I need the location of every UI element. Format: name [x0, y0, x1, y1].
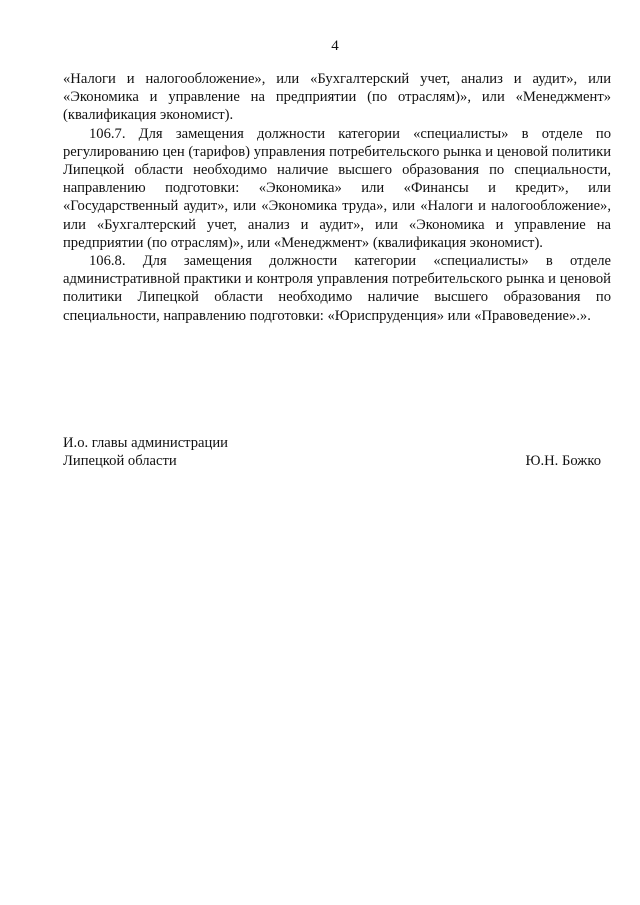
paragraph-106-7: 106.7. Для замещения должности категории «специалисты» в отделе по регулированию цен (тарифов) управления потребительского рынка и ценовой политики Липецкой области необходимо наличие высшего образования по специальности, направлению подготовки: «Экономика» или «Финансы и кредит», или «Государственный аудит», или «Экономика труда», или «Налоги и налогообложение», или «Бухгалтерский учет, анализ и аудит», или «Экономика и управление на предприятии (по отраслям)», или «Менеджмент» (квалификация экономист). — [63, 125, 611, 251]
signature-block — [63, 434, 601, 470]
paragraph-106-8: 106.8. Для замещения должности категории «специалисты» в отделе административной практики и контроля управления потребительского рынка и ценовой политики Липецкой области необходимо наличие высшего образования по специальности, направлению подготовки: «Юриспруденция» или «Правоведение».». — [63, 253, 611, 324]
signatory-position-line2: Липецкой области — [63, 453, 177, 470]
signature-row — [63, 452, 601, 470]
document-body — [63, 70, 611, 325]
signatory-position-line1: И.о. главы администрации — [63, 435, 228, 451]
page-number: 4 — [331, 38, 339, 54]
paragraph-continuation: «Налоги и налогообложение», или «Бухгалтерский учет, анализ и аудит», или «Экономика и управление на предприятии (по отраслям)», или «Менеджмент» (квалификация экономист). — [63, 71, 611, 124]
signatory-name: Ю.Н. Божко — [525, 453, 601, 470]
